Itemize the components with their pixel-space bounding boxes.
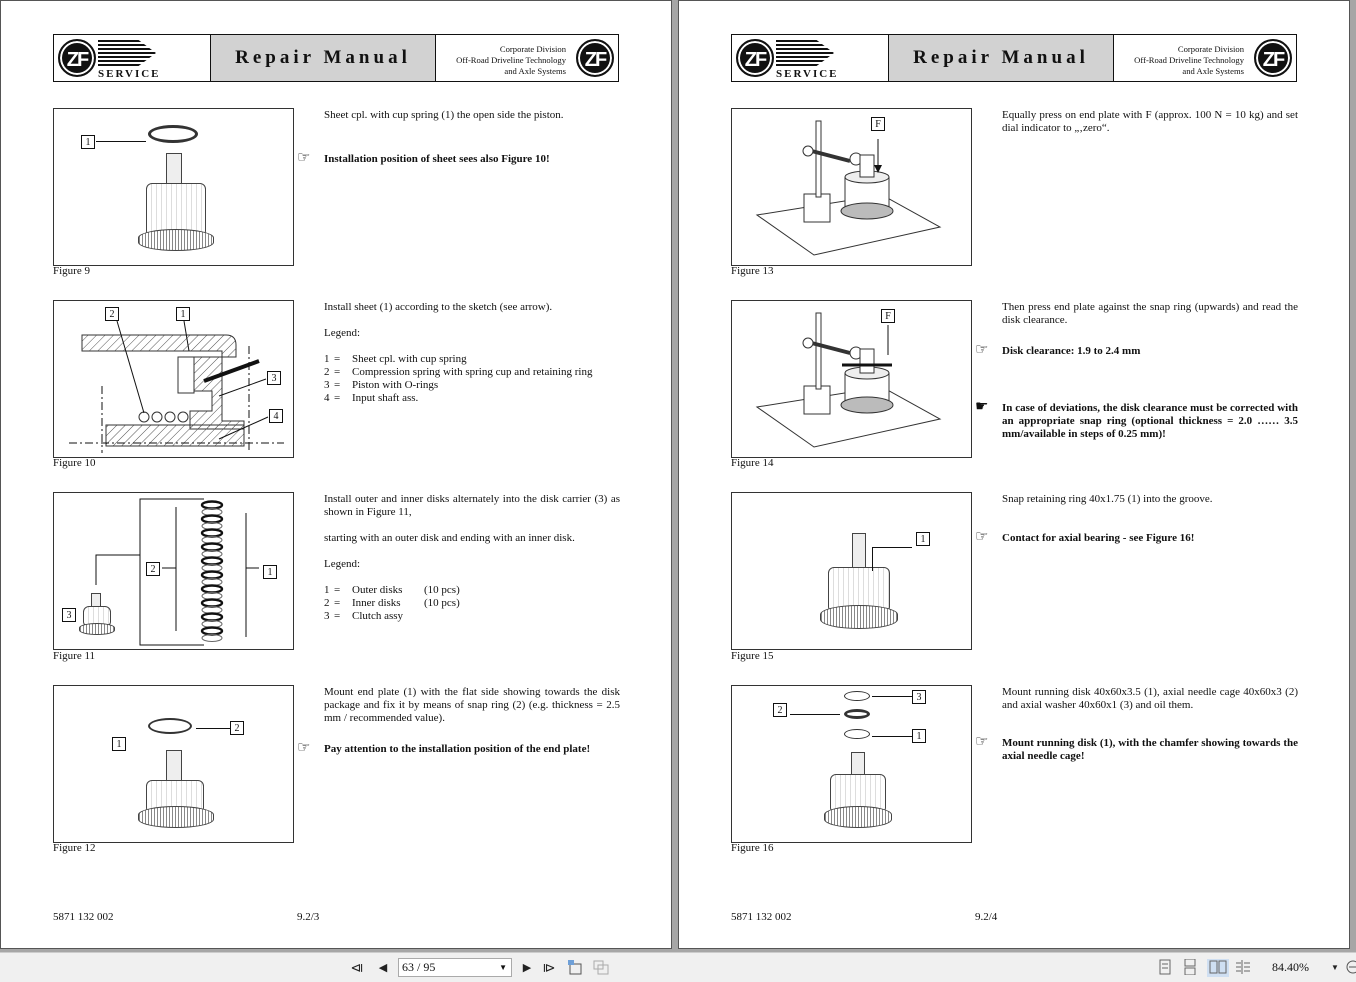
callout-1: 1 xyxy=(912,729,926,743)
leader-line xyxy=(872,547,873,571)
zf-service-logo xyxy=(54,35,211,81)
pointing-hand-icon: ☞ xyxy=(975,342,989,358)
shaft xyxy=(166,153,182,185)
callout-1: 1 xyxy=(176,307,190,321)
instruction-text: Equally press on end plate with F (approx. 100 N = 10 kg) and set dial indicator to „‚zero“. xyxy=(1002,109,1298,134)
legend-item: 3 = Piston with O-rings xyxy=(324,379,439,391)
instruction-text: Sheet cpl. with cup spring (1) the open side the piston. xyxy=(324,109,564,121)
legend-item: 2 = Inner disks (10 pcs) xyxy=(324,597,460,609)
figure-caption: Figure 16 xyxy=(731,842,774,854)
figure-15 xyxy=(731,492,972,650)
page-right xyxy=(678,0,1350,949)
callout-1: 1 xyxy=(81,135,95,149)
fit-width-button[interactable] xyxy=(592,959,610,977)
zf-logo-icon: ZF xyxy=(576,39,614,77)
cross-section-drawing xyxy=(54,301,294,458)
figure-caption: Figure 10 xyxy=(53,457,96,469)
force-callout: F xyxy=(881,309,895,323)
legend-item: 3 = Clutch assy xyxy=(324,610,404,622)
arrow-icon xyxy=(872,547,912,548)
end-plate xyxy=(148,718,192,734)
page-header xyxy=(53,34,619,82)
callout-1: 1 xyxy=(263,565,277,579)
legend-item: 1 = Outer disks (10 pcs) xyxy=(324,584,460,596)
page-number: 9.2/4 xyxy=(975,911,998,923)
instruction-text-continued: starting with an outer disk and ending with an inner disk. xyxy=(324,532,575,544)
division-block xyxy=(1114,35,1296,81)
callout-4: 4 xyxy=(269,409,283,423)
callout-2: 2 xyxy=(230,721,244,735)
speed-stripes-icon xyxy=(98,40,156,66)
instruction-text: Mount running disk 40x60x3.5 (1), axial needle cage 40x60x3 (2) and axial washer 40x60x1 (3) and oil them. xyxy=(1002,686,1298,711)
figure-14 xyxy=(731,300,972,458)
chevron-down-icon: ▼ xyxy=(1331,963,1339,972)
single-page-icon xyxy=(1158,959,1172,975)
fit-page-button[interactable] xyxy=(566,959,584,977)
instruction-text: Install sheet (1) according to the sketch (see arrow). xyxy=(324,301,553,313)
gear xyxy=(824,806,892,828)
prev-page-icon: ◀ xyxy=(378,962,388,974)
cup-spring-sheet xyxy=(148,125,198,143)
instruction-text: Snap retaining ring 40x1.75 (1) into the groove. xyxy=(1002,493,1213,505)
division-text: Corporate Division Off-Road Driveline Technology and Axle Systems xyxy=(456,44,566,76)
first-page-button[interactable] xyxy=(348,959,366,977)
running-disk xyxy=(844,729,870,739)
next-page-button[interactable] xyxy=(518,959,536,977)
service-label: SERVICE xyxy=(776,68,839,80)
needle-cage xyxy=(844,709,870,719)
gear xyxy=(138,229,214,251)
figure-10 xyxy=(53,300,294,458)
dial-indicator-clearance-drawing xyxy=(732,301,972,458)
instruction-text: Then press end plate against the snap ring (upwards) and read the disk clearance. xyxy=(1002,301,1298,326)
note-text: ☞ Contact for axial bearing - see Figure 16! xyxy=(975,529,1195,545)
figure-9 xyxy=(53,108,294,266)
figure-caption: Figure 11 xyxy=(53,650,96,662)
gear xyxy=(79,623,115,635)
page-number-select[interactable] xyxy=(398,958,512,977)
gear xyxy=(138,806,214,828)
page-left xyxy=(0,0,672,949)
callout-3: 3 xyxy=(62,608,76,622)
note-text: ☞ Disk clearance: 1.9 to 2.4 mm xyxy=(975,342,1141,358)
zoom-dropdown-button[interactable] xyxy=(1330,959,1340,977)
callout-2: 2 xyxy=(146,562,160,576)
note-text: ☞ Installation position of sheet sees also Figure 10! xyxy=(297,150,550,166)
single-page-view-button[interactable] xyxy=(1156,959,1174,977)
callout-2: 2 xyxy=(105,307,119,321)
zoom-out-icon xyxy=(1344,959,1356,975)
arrow-icon xyxy=(96,141,146,142)
fit-page-icon xyxy=(567,959,583,975)
service-label: SERVICE xyxy=(98,68,161,80)
speed-stripes-icon xyxy=(776,40,834,66)
callout-3: 3 xyxy=(912,690,926,704)
note-text: ☞ Pay attention to the installation position of the end plate! xyxy=(297,740,591,756)
two-page-icon xyxy=(1209,959,1227,975)
force-callout: F xyxy=(871,117,885,131)
figure-11 xyxy=(53,492,294,650)
legend-item: 2 = Compression spring with spring cup and retaining ring xyxy=(324,366,593,378)
division-block xyxy=(436,35,618,81)
division-text: Corporate Division Off-Road Driveline Technology and Axle Systems xyxy=(1134,44,1244,76)
pointing-hand-icon: ☞ xyxy=(975,529,989,545)
page-header xyxy=(731,34,1297,82)
figure-caption: Figure 14 xyxy=(731,457,774,469)
page-indicator: 63 / 95 xyxy=(402,960,436,974)
legend-item: 4 = Input shaft ass. xyxy=(324,392,419,404)
arrow-icon xyxy=(872,696,912,697)
last-page-icon: ⧐ xyxy=(542,960,556,975)
prev-page-button[interactable] xyxy=(374,959,392,977)
pointing-hand-icon: ☞ xyxy=(975,734,989,750)
last-page-button[interactable] xyxy=(540,959,558,977)
figure-caption: Figure 15 xyxy=(731,650,774,662)
first-page-icon: ⧏ xyxy=(350,960,364,975)
zf-logo-icon: ZF xyxy=(1254,39,1292,77)
axial-washer xyxy=(844,691,870,701)
legend-list xyxy=(324,353,592,405)
callout-1: 1 xyxy=(112,737,126,751)
arrow-icon xyxy=(790,714,840,715)
viewer-toolbar xyxy=(0,952,1356,982)
doc-number: 5871 132 002 xyxy=(731,911,792,923)
figure-caption: Figure 9 xyxy=(53,265,90,277)
arrow-icon xyxy=(872,736,912,737)
dial-indicator-setup-drawing xyxy=(732,109,972,266)
fit-width-icon xyxy=(593,959,609,975)
figure-caption: Figure 13 xyxy=(731,265,774,277)
figure-16 xyxy=(731,685,972,843)
pointing-hand-icon: ☞ xyxy=(297,740,311,756)
arrow-icon xyxy=(196,728,230,729)
zf-logo-icon: ZF xyxy=(58,39,96,77)
callout-3: 3 xyxy=(267,371,281,385)
zf-logo-icon: ZF xyxy=(736,39,774,77)
clutch-drum xyxy=(146,183,206,235)
two-page-continuous-icon xyxy=(1234,959,1252,975)
callout-2: 2 xyxy=(773,703,787,717)
continuous-view-button[interactable] xyxy=(1181,959,1199,977)
note-text: ☞ Mount running disk (1), with the chamfer showing towards the axial needle cage! xyxy=(975,734,1298,762)
pointing-hand-icon: ☛ xyxy=(975,399,989,415)
legend-item: 1 = Sheet cpl. with cup spring xyxy=(324,353,467,365)
zoom-out-button[interactable] xyxy=(1342,959,1356,977)
chevron-down-icon: ▼ xyxy=(499,963,507,972)
instruction-text: Mount end plate (1) with the flat side showing towards the disk package and fix it by means of snap ring (2) (e.g. thickness = 2.5 mm / recommended value). xyxy=(324,686,620,724)
manual-title: Repair Manual xyxy=(211,35,436,81)
page-number: 9.2/3 xyxy=(297,911,320,923)
legend-title: Legend: xyxy=(324,327,361,339)
manual-title: Repair Manual xyxy=(889,35,1114,81)
next-page-icon: ▶ xyxy=(522,962,532,974)
instruction-text: Install outer and inner disks alternately into the disk carrier (3) as shown in Figure 11, xyxy=(324,493,620,518)
callout-1: 1 xyxy=(916,532,930,546)
warning-note-text: ☛ In case of deviations, the disk clearance must be corrected with an appropriate snap ring (optional thickness = 2.0 …… 3.5 mm/available in steps of 0.25 mm)! xyxy=(975,399,1298,440)
two-page-view-button[interactable] xyxy=(1207,959,1229,977)
zoom-level[interactable]: 84.40% xyxy=(1272,960,1309,974)
doc-number: 5871 132 002 xyxy=(53,911,114,923)
zf-service-logo xyxy=(732,35,889,81)
figure-13 xyxy=(731,108,972,266)
figure-caption: Figure 12 xyxy=(53,842,96,854)
gear xyxy=(820,605,898,629)
legend-list xyxy=(324,584,460,623)
continuous-page-icon xyxy=(1183,959,1197,975)
pointing-hand-icon: ☞ xyxy=(297,150,311,166)
two-page-continuous-button[interactable] xyxy=(1234,959,1252,977)
legend-title: Legend: xyxy=(324,558,361,570)
figure-12 xyxy=(53,685,294,843)
shaft xyxy=(166,750,182,784)
